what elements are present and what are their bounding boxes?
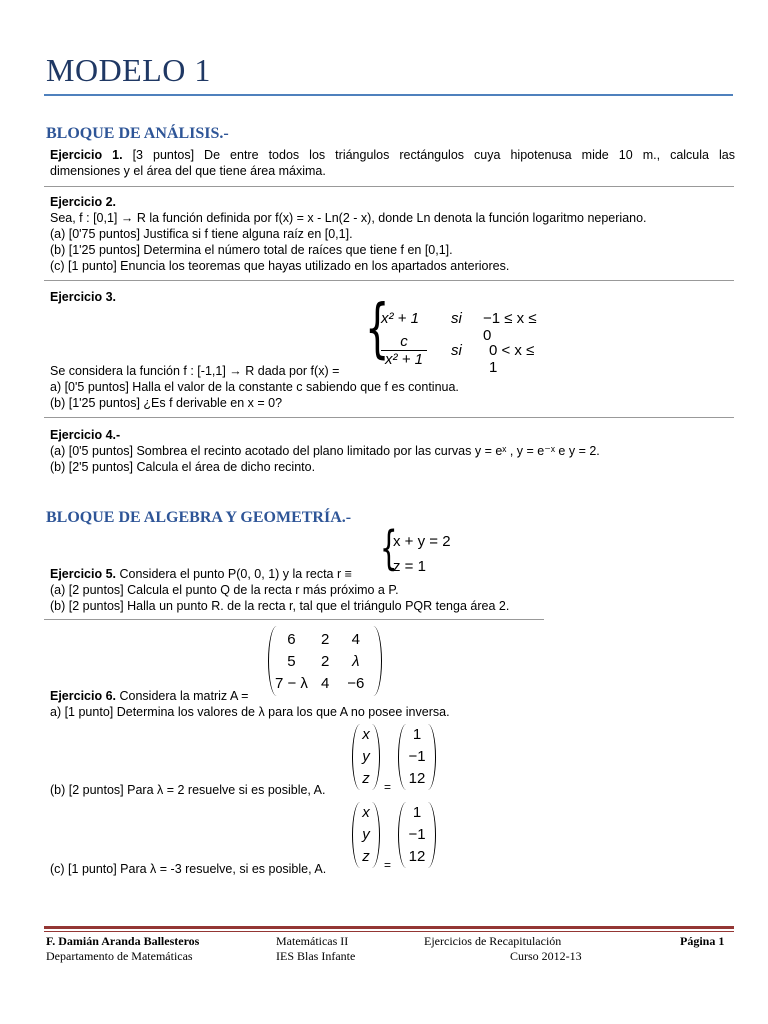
- matrix-A: [268, 626, 382, 696]
- case-expression: x² + 1: [381, 310, 419, 327]
- exercise-part-a: (a) [2 puntos] Calcula el punto Q de la recta r más próximo a P.: [50, 583, 399, 597]
- vector-cell: 12: [408, 848, 426, 865]
- exercise-text: Considera la matriz A =: [116, 689, 249, 703]
- footer-author: F. Damián Aranda Ballesteros: [46, 934, 200, 948]
- exercise-part-a: (a) [0'5 puntos] Sombrea el recinto acotado del plano limitado por las curvas y = eˣ , y = e⁻ˣ e y = 2.: [50, 444, 600, 458]
- vector-cell: y: [362, 826, 370, 843]
- exercise-2: [50, 194, 735, 274]
- section-heading-analisis: BLOQUE DE ANÁLISIS.-: [46, 125, 229, 142]
- vector-cell: −1: [408, 826, 426, 843]
- page-title: MODELO 1: [46, 52, 211, 88]
- left-brace: {: [365, 292, 390, 366]
- exercise-label: Ejercicio 5.: [50, 567, 117, 581]
- exercise-part-a: a) [0'5 puntos] Halla el valor de la constante c sabiendo que f es continua.: [50, 380, 459, 394]
- case-condition: 0 < x ≤ 1: [489, 342, 535, 376]
- vector-xyz: [352, 802, 380, 868]
- exercise-5: [50, 566, 735, 614]
- exercise-text: [3 puntos] De entre todos los triángulos rectángulos cuya hipotenusa mide 10 m., calcula las: [122, 148, 735, 162]
- matrix-cell: −6: [347, 674, 365, 692]
- exercise-part-a: (a) [0'75 puntos] Justifica si f tiene alguna raíz en [0,1].: [50, 227, 353, 241]
- system-equation: z = 1: [393, 558, 426, 575]
- vector-cell: −1: [408, 748, 426, 765]
- vector-rhs: [398, 802, 436, 868]
- exercise-part-b: (b) [1'25 puntos] Determina el número total de raíces que tiene f en [0,1].: [50, 243, 453, 257]
- exercise-part-b: (b) [2 puntos] Para λ = 2 resuelve si es posible, A.: [50, 783, 326, 797]
- fraction-denominator: x² + 1: [385, 351, 423, 368]
- vector-rhs: [398, 724, 436, 790]
- vector-cell: y: [362, 748, 370, 765]
- exercise-3: [50, 363, 735, 411]
- exercise-3-label: Ejercicio 3.: [50, 290, 117, 304]
- exercise-part-c: (c) [1 punto] Para λ = -3 resuelve, si es posible, A.: [50, 862, 327, 876]
- matrix-cell: 2: [320, 652, 330, 670]
- case-si: si: [451, 342, 462, 359]
- vector-cell: z: [362, 848, 370, 865]
- vector-cell: x: [362, 726, 370, 743]
- case-si: si: [451, 310, 462, 327]
- footer-rule: [44, 931, 734, 932]
- exercise-1: [50, 147, 735, 179]
- title-divider: [44, 94, 733, 96]
- vector-cell: 1: [412, 726, 422, 743]
- exercise-part-a: a) [1 punto] Determina los valores de λ para los que A no posee inversa.: [50, 705, 450, 719]
- exercise-text: Considera el punto P(0, 0, 1) y la recta r ≡: [116, 567, 352, 581]
- exercise-text: Sea, f : [0,1] → R la función definida por f(x) = x - Ln(2 - x), donde Ln denota la función logaritmo neperiano.: [50, 211, 647, 225]
- equals-sign: =: [384, 858, 392, 872]
- footer-department: Departamento de Matemáticas: [46, 949, 193, 963]
- equals-sign: =: [384, 780, 392, 794]
- footer-course: Curso 2012-13: [510, 949, 582, 963]
- exercise-part-b: (b) [1'25 puntos] ¿Es f derivable en x = 0?: [50, 396, 283, 410]
- section-heading-algebra: BLOQUE DE ALGEBRA Y GEOMETRÍA.-: [46, 509, 352, 526]
- footer-rule: [44, 926, 734, 929]
- fraction-numerator: c: [381, 334, 427, 351]
- exercise-part-c: (c) [1 punto] Enuncia los teoremas que hayas utilizado en los apartados anteriores.: [50, 259, 510, 273]
- matrix-table: [271, 628, 373, 694]
- matrix-cell: 5: [287, 652, 296, 670]
- divider: [44, 186, 734, 187]
- vector-cell: z: [362, 770, 370, 787]
- matrix-cell: 7 − λ: [275, 674, 308, 692]
- exercise-text: dimensiones y el área del que tiene área máxima.: [50, 164, 326, 178]
- vector-xyz: [352, 724, 380, 790]
- footer-school: IES Blas Infante: [276, 949, 356, 963]
- footer-subject: Matemáticas II: [276, 934, 349, 948]
- matrix-cell: λ: [352, 652, 360, 670]
- matrix-cell: 4: [351, 630, 360, 648]
- page-number: Página 1: [680, 934, 725, 948]
- divider: [44, 417, 734, 418]
- exercise-6: [50, 688, 735, 720]
- divider: [44, 619, 544, 620]
- case-condition: −1 ≤ x ≤ 0: [483, 310, 537, 344]
- exercise-4: [50, 427, 735, 475]
- exercise-part-b: (b) [2 puntos] Halla un punto R. de la recta r, tal que el triángulo PQR tenga área 2.: [50, 599, 510, 613]
- exercise-part-b: (b) [2'5 puntos] Calcula el área de dicho recinto.: [50, 460, 316, 474]
- system-equation: x + y = 2: [393, 533, 451, 550]
- exercise-label: Ejercicio 1.: [50, 148, 123, 162]
- footer-document: Ejercicios de Recapitulación: [424, 934, 562, 948]
- exercise-label: Ejercicio 4.-: [50, 428, 121, 442]
- left-brace: {: [380, 521, 398, 575]
- vector-cell: x: [362, 804, 370, 821]
- vector-cell: 1: [412, 804, 422, 821]
- vector-cell: 12: [408, 770, 426, 787]
- matrix-cell: 4: [320, 674, 330, 692]
- matrix-cell: 2: [320, 630, 330, 648]
- exercise-label: Ejercicio 2.: [50, 195, 117, 209]
- exercise-text: Se considera la función f : [-1,1] → R dada por f(x) =: [50, 364, 340, 378]
- matrix-cell: 6: [287, 630, 296, 648]
- divider: [44, 280, 734, 281]
- exercise-label: Ejercicio 6.: [50, 689, 117, 703]
